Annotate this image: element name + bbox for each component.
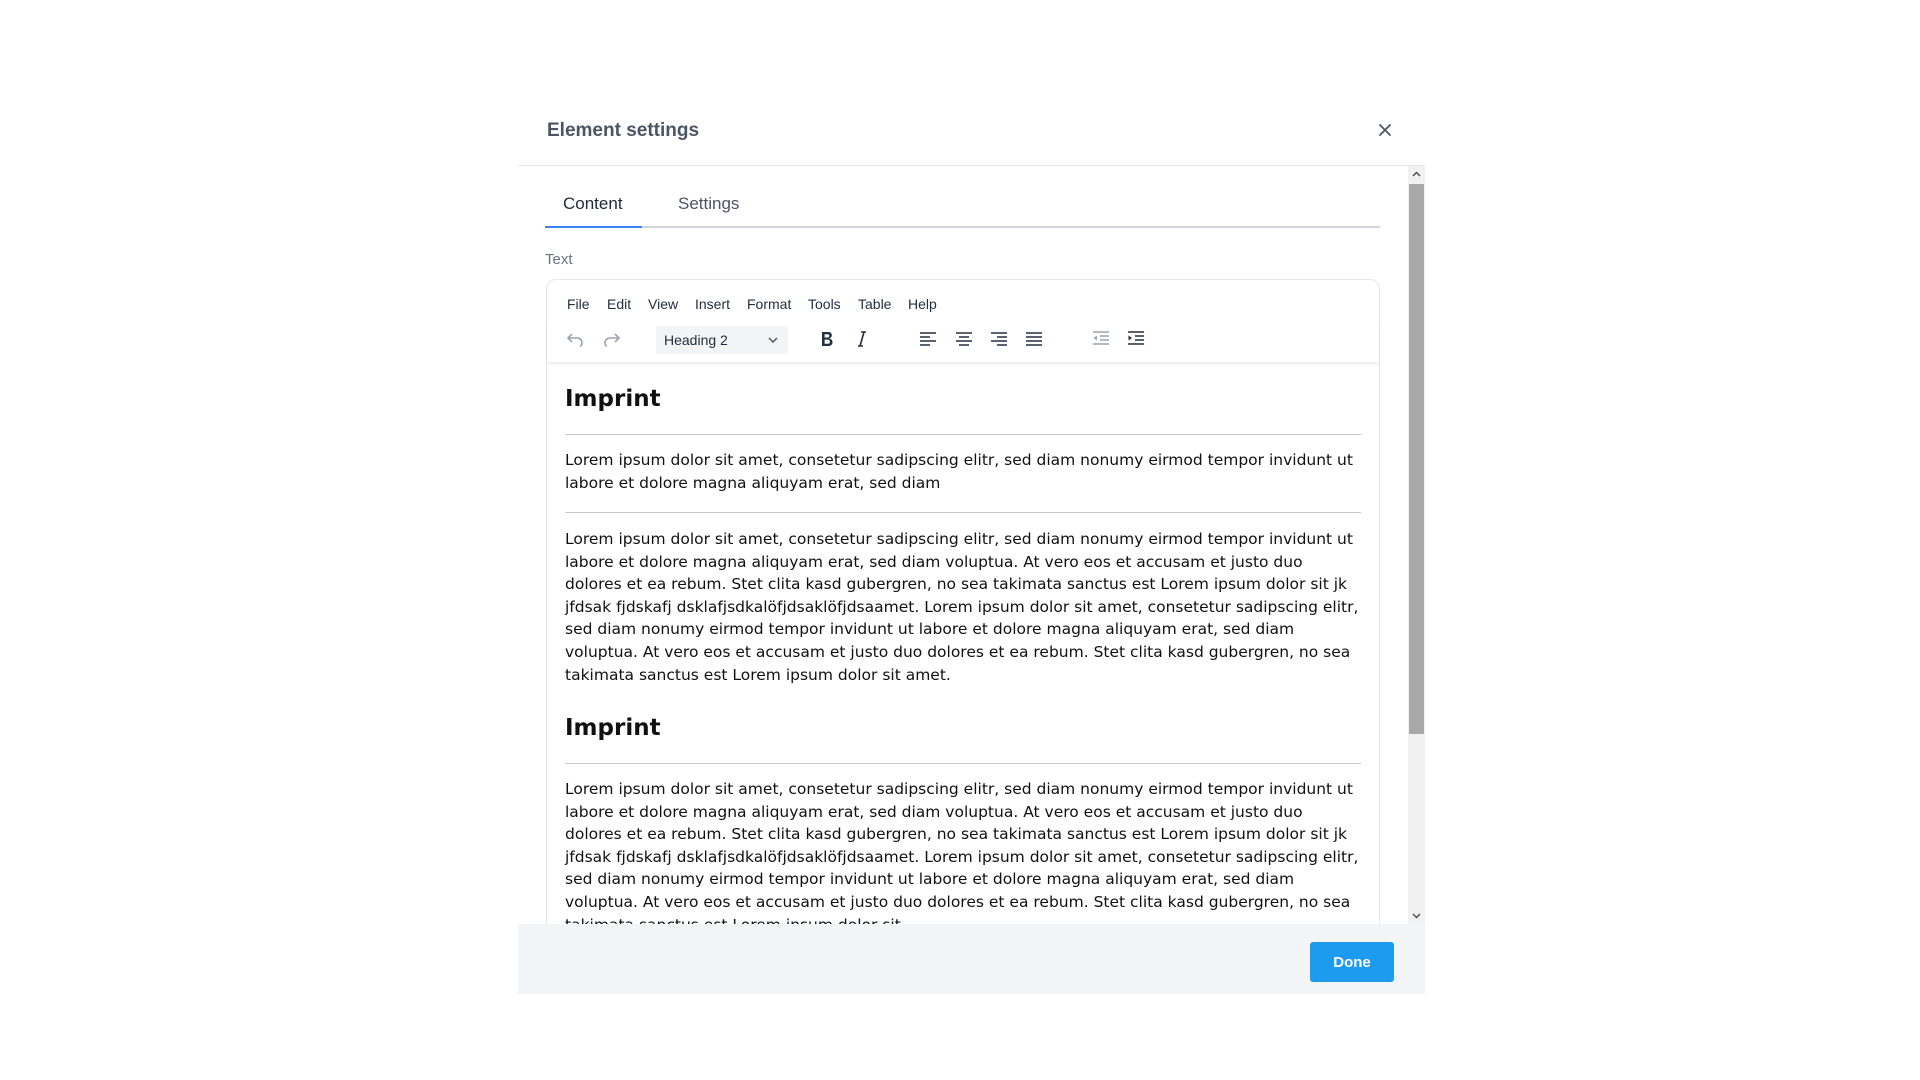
menu-help[interactable]: Help <box>908 296 937 312</box>
indent-button[interactable] <box>1122 325 1150 353</box>
align-left-button[interactable] <box>914 325 942 353</box>
vertical-scrollbar[interactable] <box>1408 166 1425 924</box>
modal-footer <box>518 924 1425 994</box>
active-tab-indicator <box>545 226 642 228</box>
scroll-up-arrow-icon[interactable] <box>1408 166 1425 183</box>
text-field-label: Text <box>545 251 573 268</box>
content-heading: Imprint <box>565 386 661 412</box>
content-paragraph: Lorem ipsum dolor sit amet, consetetur sadipscing elitr, sed diam nonumy eirmod tempor invidunt ut labore et dolore magna aliquyam erat, sed diam voluptua. At vero eos et accusam et justo duo dolores et ea rebum. Stet clita kasd gubergren, no sea takimata sanctus est Lorem ipsum dolor sit jk jfdsak fjdskafj dsklafjsdkalöfjdsaklöfjdsaamet. Lorem ipsum dolor sit amet, consetetur sadipscing elitr, sed diam nonumy eirmod tempor invidunt ut labore et dolore magna aliquyam erat, sed diam voluptua. At vero eos et accusam et justo duo dolores et ea rebum. Stet clita kasd gubergren, no sea takimata sanctus est Lorem ipsum dolor sit amet. <box>565 530 1359 684</box>
italic-button[interactable] <box>848 325 876 353</box>
bold-button[interactable] <box>813 325 841 353</box>
close-icon <box>1373 118 1397 142</box>
indent-icon <box>1126 329 1146 349</box>
italic-icon <box>852 329 872 349</box>
align-justify-icon <box>1024 329 1044 349</box>
content-paragraph: Lorem ipsum dolor sit amet, consetetur sadipscing elitr, sed diam nonumy eirmod tempor invidunt ut labore et dolore magna aliquyam erat, sed diam <box>565 451 1353 492</box>
tab-settings[interactable]: Settings <box>678 194 740 213</box>
horizontal-rule <box>565 763 1361 764</box>
redo-button[interactable] <box>598 325 626 353</box>
align-right-button[interactable] <box>985 325 1013 353</box>
content-paragraph: Lorem ipsum dolor sit amet, consetetur sadipscing elitr, sed diam nonumy eirmod tempor invidunt ut labore et dolore magna aliquyam erat, sed diam voluptua. At vero eos et accusam et justo duo dolores et ea rebum. Stet clita kasd gubergren, no sea takimata sanctus est Lorem ipsum dolor sit jk jfdsak fjdskafj dsklafjsdkalöfjdsaklöfjdsaamet. Lorem ipsum dolor sit amet, consetetur sadipscing elitr, sed diam nonumy eirmod tempor invidunt ut labore et dolore magna aliquyam erat, sed diam voluptua. At vero eos et accusam et justo duo dolores et ea rebum. Stet clita kasd gubergren, no sea <box>565 780 1359 911</box>
tab-content[interactable]: Content <box>563 194 623 213</box>
scrollbar-thumb[interactable] <box>1409 184 1424 734</box>
modal-header <box>518 90 1425 166</box>
close-button[interactable] <box>1373 118 1397 142</box>
menu-table[interactable]: Table <box>858 296 892 312</box>
align-right-icon <box>989 329 1009 349</box>
modal-title: Element settings <box>547 120 700 141</box>
scroll-down-arrow-icon[interactable] <box>1408 907 1425 924</box>
menu-view[interactable]: View <box>648 296 679 312</box>
align-center-icon <box>954 329 974 349</box>
rich-text-editor <box>546 279 1380 941</box>
menu-insert[interactable]: Insert <box>695 296 731 312</box>
content-heading: Imprint <box>565 715 661 741</box>
redo-icon <box>602 329 622 349</box>
tab-bar <box>545 180 1380 228</box>
align-left-icon <box>918 329 938 349</box>
outdent-icon <box>1091 329 1111 349</box>
undo-button[interactable] <box>561 325 589 353</box>
menu-tools[interactable]: Tools <box>808 296 841 312</box>
editor-toolbar <box>547 320 1379 362</box>
horizontal-rule <box>565 512 1361 513</box>
menu-format[interactable]: Format <box>747 296 792 312</box>
element-settings-modal <box>518 90 1425 994</box>
align-justify-button[interactable] <box>1020 325 1048 353</box>
bold-icon <box>817 329 837 349</box>
modal-body <box>518 166 1425 924</box>
menu-file[interactable]: File <box>567 296 590 312</box>
outdent-button[interactable] <box>1087 325 1115 353</box>
done-button[interactable]: Done <box>1310 942 1394 982</box>
block-format-select[interactable] <box>656 326 788 354</box>
horizontal-rule <box>565 434 1361 435</box>
undo-icon <box>565 329 585 349</box>
editor-menubar <box>547 280 1379 320</box>
block-format-value: Heading 2 <box>664 332 728 348</box>
align-center-button[interactable] <box>950 325 978 353</box>
menu-edit[interactable]: Edit <box>607 296 632 312</box>
editor-content[interactable] <box>565 362 1361 942</box>
chevron-down-icon <box>766 333 780 347</box>
